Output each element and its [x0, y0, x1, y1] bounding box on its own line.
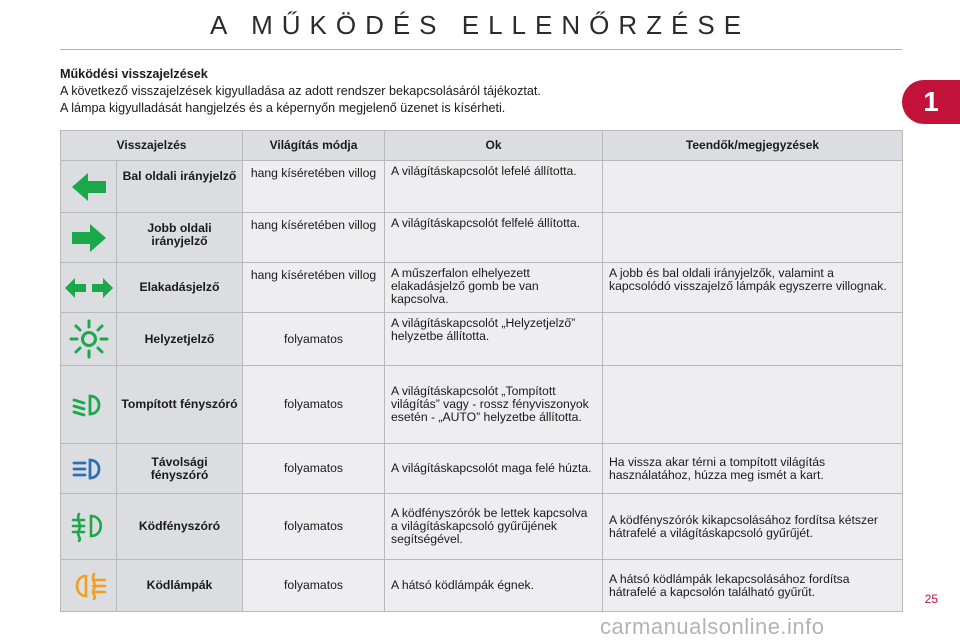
- cause: A világításkapcsolót „Tompított világítás” vagy - rossz fényviszonyok esetén - „AUTO” helyzetbe állította.: [385, 366, 603, 444]
- intro-line-2: A lámpa kigyulladását hangjelzés és a képernyőn megjelenő üzenet is kísérheti.: [60, 101, 506, 115]
- table-row: [61, 313, 903, 366]
- intro-line-1: A következő visszajelzések kigyulladása az adott rendszer bekapcsolásáról tájékoztat.: [60, 84, 541, 98]
- signal-name: Elakadásjelző: [117, 263, 243, 313]
- lighting-mode: folyamatos: [243, 444, 385, 494]
- page-title: A MŰKÖDÉS ELLENŐRZÉSE: [209, 10, 751, 40]
- note: [603, 213, 903, 263]
- icon-cell: [61, 366, 117, 444]
- cause: A világításkapcsolót „Helyzetjelző” helyzetbe állította.: [385, 313, 603, 366]
- title-divider: [60, 49, 902, 50]
- table-row: [61, 494, 903, 560]
- cause: A műszerfalon elhelyezett elakadásjelző gomb be van kapcsolva.: [385, 263, 603, 313]
- cause: A ködfényszórók be lettek kapcsolva a világításkapcsoló gyűrűjének segítségével.: [385, 494, 603, 560]
- icon-cell: [61, 494, 117, 560]
- lighting-mode: folyamatos: [243, 494, 385, 560]
- table-row: [61, 263, 903, 313]
- note: [603, 161, 903, 213]
- note: [603, 366, 903, 444]
- cause: A hátsó ködlámpák égnek.: [385, 560, 603, 612]
- cause: A világításkapcsolót maga felé húzta.: [385, 444, 603, 494]
- right-arrow-icon: [71, 230, 107, 244]
- lighting-mode: folyamatos: [243, 313, 385, 366]
- signal-name: Ködlámpák: [117, 560, 243, 612]
- table-row: [61, 213, 903, 263]
- column-header: Ok: [385, 131, 603, 161]
- signal-name: Jobb oldali irányjelző: [117, 213, 243, 263]
- table-row: [61, 161, 903, 213]
- cause: A világításkapcsolót lefelé állította.: [385, 161, 603, 213]
- rear-fog-icon: [71, 578, 107, 592]
- signal-name: Helyzetjelző: [117, 313, 243, 366]
- front-fog-icon: [70, 519, 108, 533]
- signal-name: Távolsági fényszóró: [117, 444, 243, 494]
- icon-cell: [61, 263, 117, 313]
- warning-lights-table: [60, 130, 903, 612]
- lighting-mode: hang kíséretében villog: [243, 161, 385, 213]
- main-beam-icon: [71, 461, 107, 475]
- lighting-mode: folyamatos: [243, 366, 385, 444]
- cause: A világításkapcsolót felfelé állította.: [385, 213, 603, 263]
- signal-name: Ködfényszóró: [117, 494, 243, 560]
- icon-cell: [61, 161, 117, 213]
- note: A jobb és bal oldali irányjelzők, valamint a kapcsolódó visszajelző lámpák egyszerre villognak.: [603, 263, 903, 313]
- table-row: [61, 366, 903, 444]
- table-row: [61, 560, 903, 612]
- page-number: 25: [924, 592, 938, 606]
- column-header: Teendők/megjegyzések: [603, 131, 903, 161]
- note: Ha vissza akar térni a tompított világítás használatához, húzza meg ismét a kart.: [603, 444, 903, 494]
- left-arrow-icon: [71, 179, 107, 193]
- side-lights-icon: [69, 331, 109, 345]
- lighting-mode: hang kíséretében villog: [243, 263, 385, 313]
- icon-cell: [61, 213, 117, 263]
- dipped-beam-icon: [71, 397, 107, 411]
- note: [603, 313, 903, 366]
- hazard-arrows-icon: [64, 280, 114, 294]
- chapter-tab[interactable]: 1: [902, 80, 960, 124]
- intro-section: [60, 66, 900, 117]
- watermark: carmanualsonline.info: [600, 614, 825, 639]
- column-header: Visszajelzés: [61, 131, 243, 161]
- section-heading: Működési visszajelzések: [60, 67, 208, 81]
- icon-cell: [61, 313, 117, 366]
- table-row: [61, 444, 903, 494]
- signal-name: Bal oldali irányjelző: [117, 161, 243, 213]
- note: A hátsó ködlámpák lekapcsolásához fordítsa hátrafelé a kapcsolón található gyűrűt.: [603, 560, 903, 612]
- icon-cell: [61, 560, 117, 612]
- signal-name: Tompított fényszóró: [117, 366, 243, 444]
- note: A ködfényszórók kikapcsolásához fordítsa kétszer hátrafelé a világításkapcsoló gyűrűjét.: [603, 494, 903, 560]
- column-header: Világítás módja: [243, 131, 385, 161]
- table-header-row: [61, 131, 903, 161]
- icon-cell: [61, 444, 117, 494]
- lighting-mode: folyamatos: [243, 560, 385, 612]
- lighting-mode: hang kíséretében villog: [243, 213, 385, 263]
